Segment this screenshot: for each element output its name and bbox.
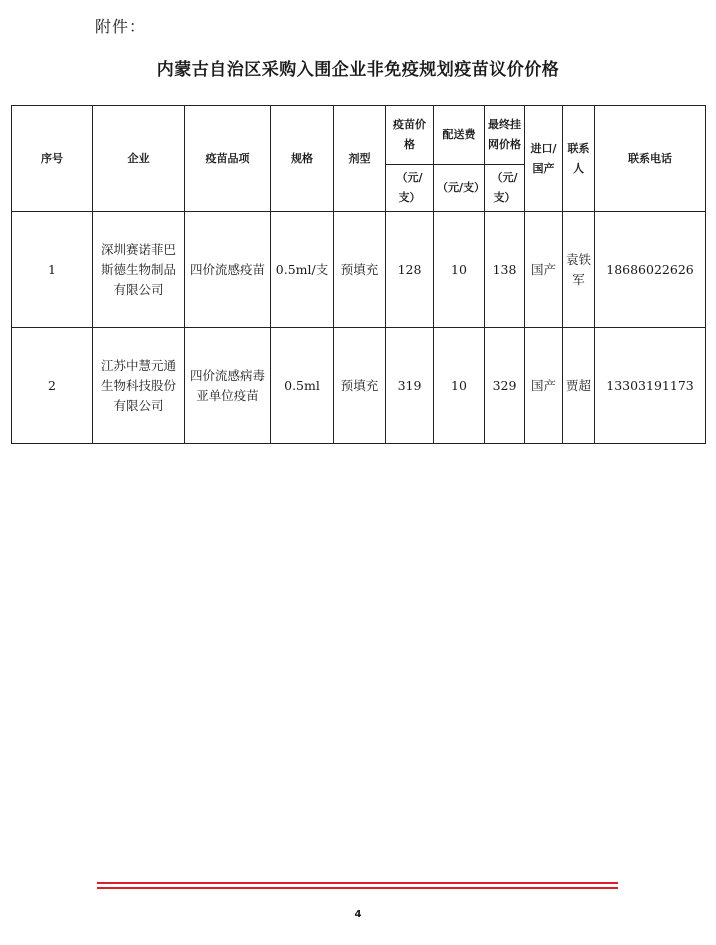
footer-rule-bottom	[97, 887, 618, 889]
cell-seq: 2	[12, 328, 93, 444]
cell-final-price: 138	[485, 212, 525, 328]
unit-final-price: （元/支）	[485, 165, 525, 212]
footer-rule-top	[97, 882, 618, 884]
header-phone: 联系电话	[595, 106, 706, 212]
cell-product: 四价流感病毒亚单位疫苗	[185, 328, 271, 444]
table-row	[12, 212, 706, 328]
cell-delivery-fee: 10	[434, 212, 485, 328]
cell-company: 江苏中慧元通生物科技股份有限公司	[93, 328, 185, 444]
header-origin: 进口/国产	[525, 106, 563, 212]
cell-final-price: 329	[485, 328, 525, 444]
header-seq: 序号	[12, 106, 93, 212]
header-vaccine-price: 疫苗价格	[386, 106, 434, 165]
header-company: 企业	[93, 106, 185, 212]
header-product: 疫苗品项	[185, 106, 271, 212]
vaccine-price-table	[11, 105, 706, 444]
attachment-label: 附件：	[95, 17, 147, 36]
header-contact: 联系人	[563, 106, 595, 212]
cell-origin: 国产	[525, 212, 563, 328]
document-title: 内蒙古自治区采购入围企业非免疫规划疫苗议价价格	[156, 60, 560, 80]
cell-vaccine-price: 128	[386, 212, 434, 328]
header-form: 剂型	[334, 106, 386, 212]
unit-vaccine-price: （元/支）	[386, 165, 434, 212]
table-row	[12, 328, 706, 444]
cell-vaccine-price: 319	[386, 328, 434, 444]
header-delivery-fee: 配送费	[434, 106, 485, 165]
cell-contact: 贾超	[563, 328, 595, 444]
header-row	[12, 106, 706, 165]
page-number: 4	[354, 909, 362, 920]
cell-seq: 1	[12, 212, 93, 328]
cell-form: 预填充	[334, 328, 386, 444]
unit-delivery-fee: （元/支）	[434, 165, 485, 212]
cell-product: 四价流感疫苗	[185, 212, 271, 328]
cell-delivery-fee: 10	[434, 328, 485, 444]
cell-phone: 18686022626	[595, 212, 706, 328]
header-final-price: 最终挂网价格	[485, 106, 525, 165]
cell-company: 深圳赛诺菲巴斯德生物制品有限公司	[93, 212, 185, 328]
header-spec: 规格	[271, 106, 334, 212]
cell-spec: 0.5ml/支	[271, 212, 334, 328]
cell-phone: 13303191173	[595, 328, 706, 444]
cell-form: 预填充	[334, 212, 386, 328]
cell-origin: 国产	[525, 328, 563, 444]
cell-spec: 0.5ml	[271, 328, 334, 444]
cell-contact: 袁铁军	[563, 212, 595, 328]
